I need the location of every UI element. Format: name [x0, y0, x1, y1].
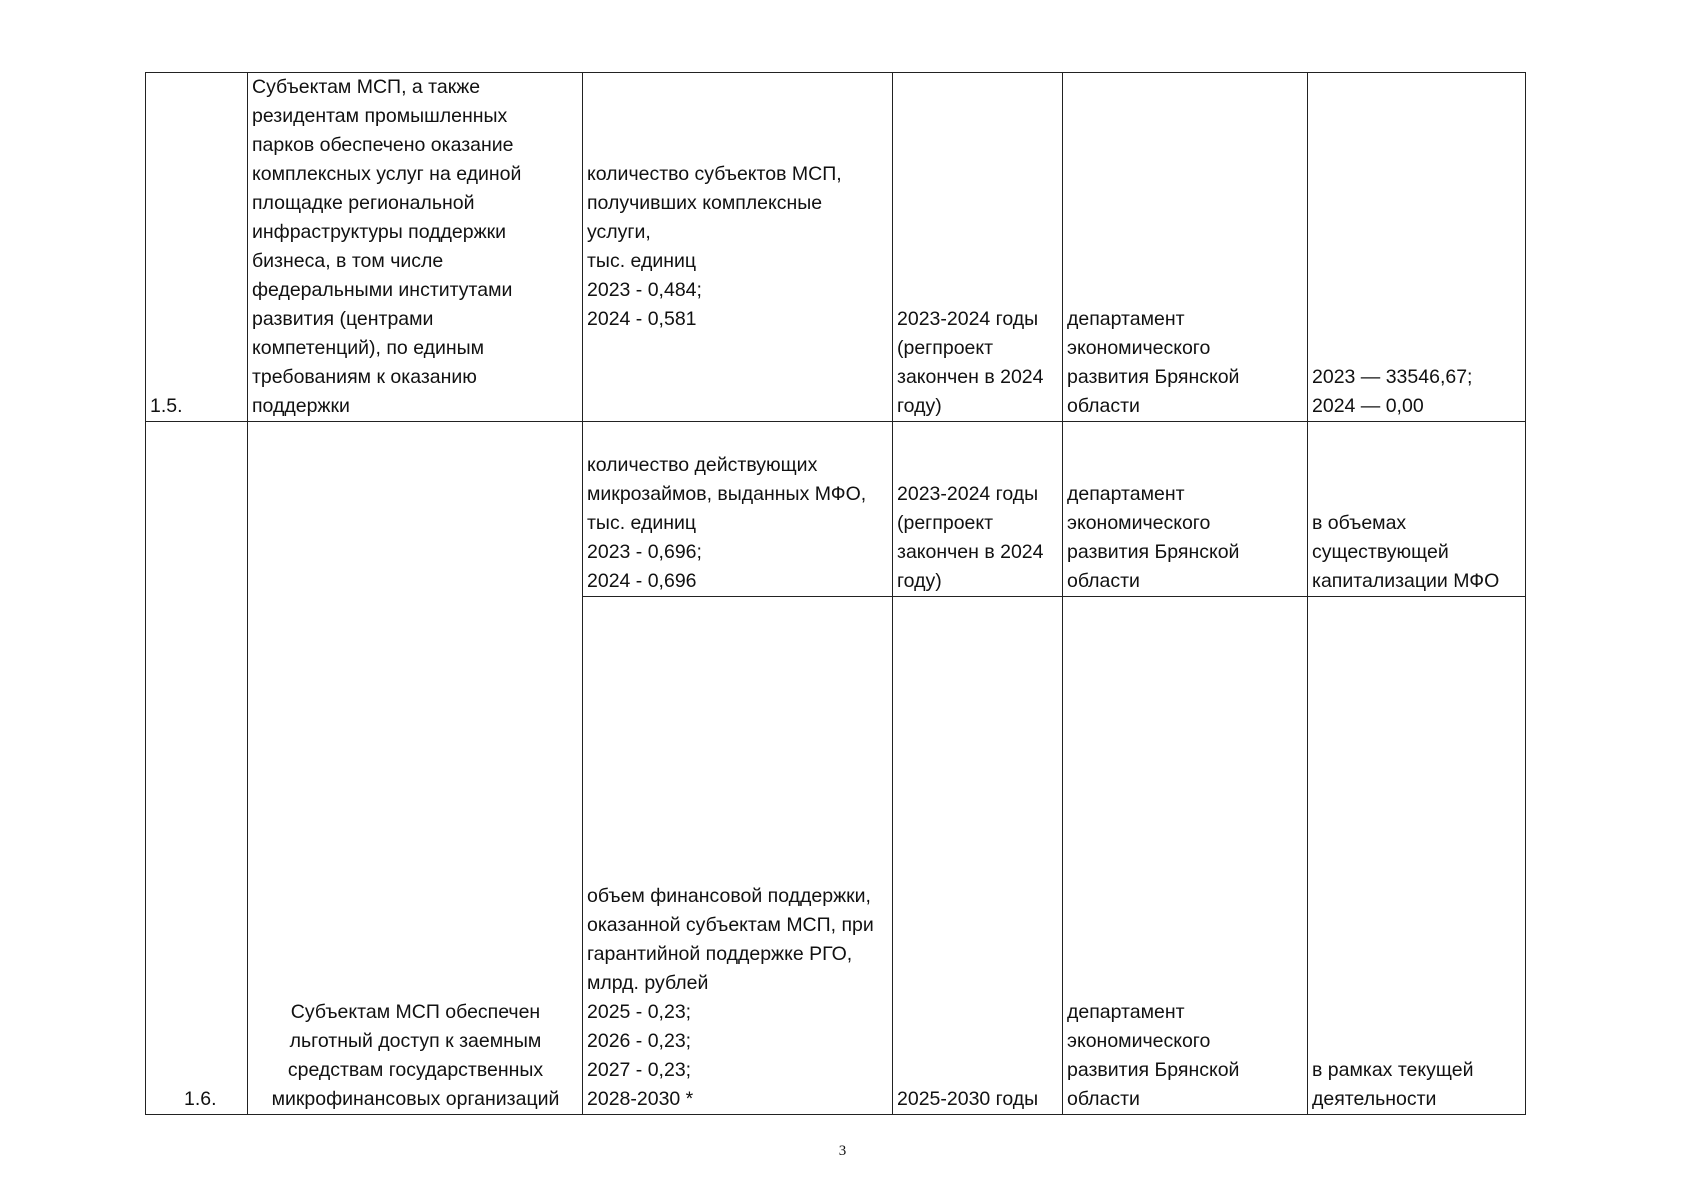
period-text: 2023-2024 годы (регпроект закончен в 2024 году): [893, 73, 1063, 422]
period-text: 2023-2024 годы (регпроект закончен в 2024 году): [893, 422, 1063, 597]
financing-text: в рамках текущей деятельности: [1308, 597, 1526, 1115]
period-text: 2025-2030 годы: [893, 597, 1063, 1115]
row-number: 1.5.: [146, 73, 248, 422]
financing-text: 2023 — 33546,67; 2024 — 0,00: [1308, 73, 1526, 422]
indicator-text: количество субъектов МСП, получивших комплексные услуги, тыс. единиц 2023 - 0,484; 2024 - 0,581: [583, 73, 893, 422]
responsible-text: департамент экономического развития Брянской области: [1063, 597, 1308, 1115]
table-row-1-6a: [146, 422, 1526, 597]
responsible-text: департамент экономического развития Брянской области: [1063, 73, 1308, 422]
row-number: 1.6.: [146, 422, 248, 1115]
result-text: Субъектам МСП, а также резидентам промышленных парков обеспечено оказание комплексных услуг на единой площадке региональной инфраструктуры поддержки бизнеса, в том числе федеральными институтами развития (центрами компетенций), по единым требованиям к оказанию поддержки: [248, 73, 583, 422]
indicator-text: объем финансовой поддержки, оказанной субъектам МСП, при гарантийной поддержке РГО, млрд. рублей 2025 - 0,23; 2026 - 0,23; 2027 - 0,23; 2028-2030 *: [583, 597, 893, 1115]
financing-text: в объемах существующей капитализации МФО: [1308, 422, 1526, 597]
table-row-1-5: [146, 73, 1526, 422]
measures-table: [145, 72, 1526, 1115]
responsible-text: департамент экономического развития Брянской области: [1063, 422, 1308, 597]
indicator-text: количество действующих микрозаймов, выданных МФО, тыс. единиц 2023 - 0,696; 2024 - 0,696: [583, 422, 893, 597]
page-number: 3: [838, 1143, 847, 1159]
result-text: Субъектам МСП обеспечен льготный доступ к заемным средствам государственных микрофинансовых организаций: [248, 422, 583, 1115]
